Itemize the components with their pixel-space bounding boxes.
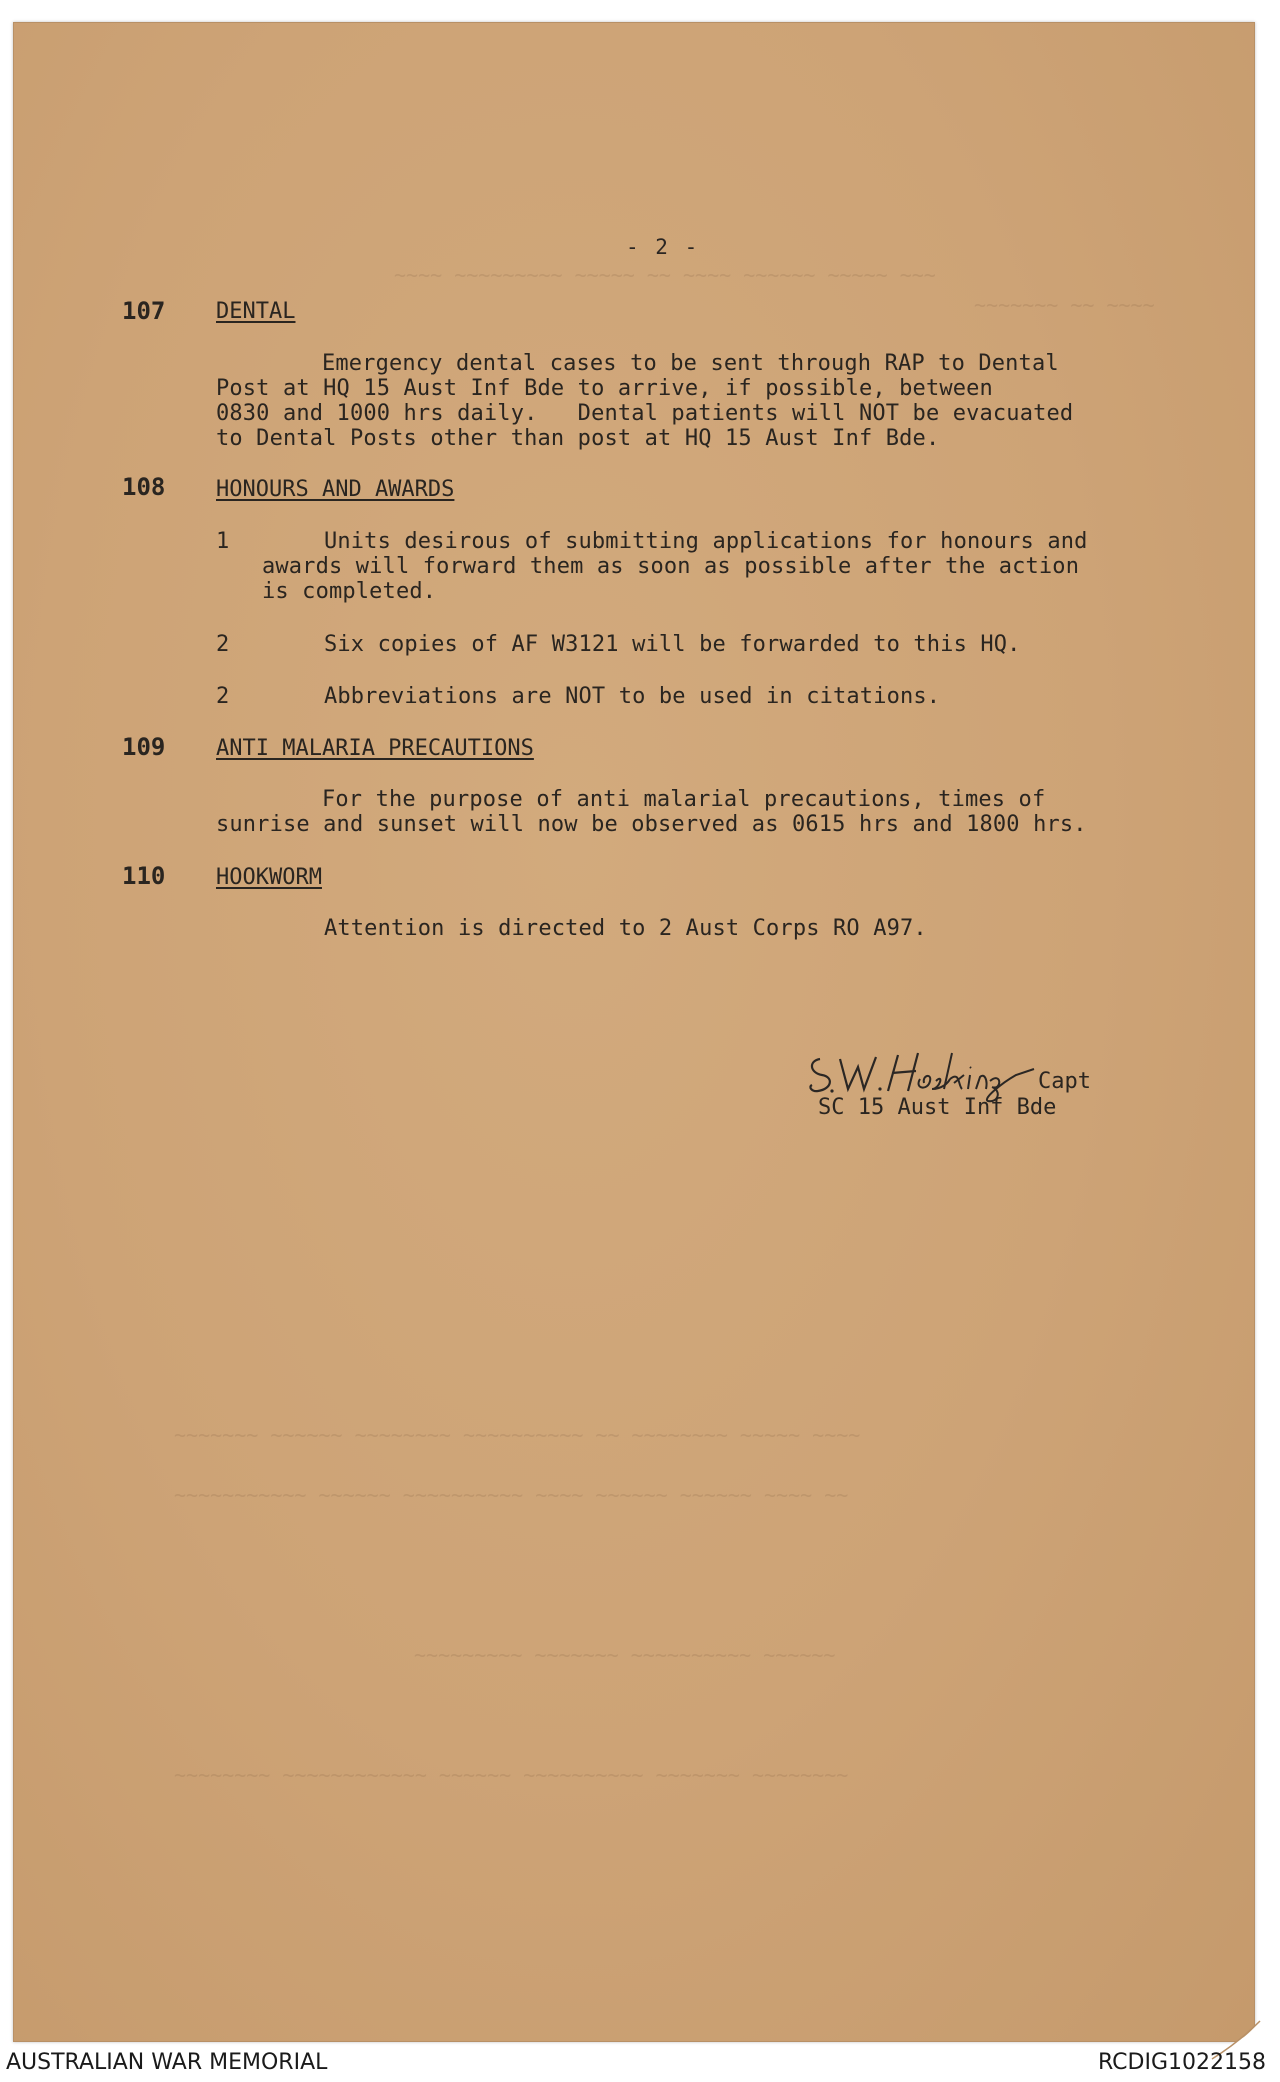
- section-title-honours-and-awards: HONOURS AND AWARDS: [216, 477, 455, 502]
- show-through-text: ~~~~~~~ ~~ ~~~~: [974, 293, 1155, 317]
- section-title-dental: DENTAL: [216, 299, 296, 324]
- archive-credit: AUSTRALIAN WAR MEMORIAL: [6, 2050, 328, 2075]
- document-page: [13, 22, 1255, 2042]
- signature-unit: SC 15 Aust Inf Bde: [818, 1095, 1057, 1120]
- section-text-anti-malaria: For the purpose of anti malarial precautions, times of sunrise and sunset will now be observed as 0615 hrs and 1800 hrs.: [216, 787, 1087, 837]
- show-through-text: ~~~~~~~~~ ~~~~~~~ ~~~~~~~~~~ ~~~~~~: [414, 1643, 836, 1667]
- signature-rank: Capt: [1038, 1069, 1091, 1094]
- item-text: Abbreviations are NOT to be used in citations.: [324, 684, 941, 709]
- section-text-hookworm: Attention is directed to 2 Aust Corps RO A97.: [324, 916, 927, 941]
- show-through-text: ~~~~~~~ ~~~~~~ ~~~~~~~~ ~~~~~~~~~~ ~~ ~~~~~~~~ ~~~~~ ~~~~: [174, 1423, 861, 1447]
- page-number: - 2 -: [626, 235, 700, 259]
- show-through-text: ~~~~~~~~ ~~~~~~~~~~~~ ~~~~~~ ~~~~~~~~~~ ~~~~~~~ ~~~~~~~~: [174, 1763, 849, 1787]
- item-number: 2: [216, 632, 230, 657]
- show-through-text: ~~~~ ~~~~~~~~~ ~~~~~ ~~ ~~~~ ~~~~~~ ~~~~~ ~~~: [394, 263, 936, 287]
- section-text-dental: Emergency dental cases to be sent through RAP to Dental Post at HQ 15 Aust Inf Bde to arrive, if possible, between 0830 and 1000 hrs daily. Dental patients will NOT be evacuated to Dental Posts other than post at HQ 15 Aust Inf Bde.: [216, 351, 1074, 451]
- paragraph-number-108: 108: [122, 473, 166, 501]
- item-number: 2: [216, 684, 230, 709]
- section-title-anti-malaria: ANTI MALARIA PRECAUTIONS: [216, 736, 534, 761]
- show-through-text: ~~~~~~~~~~~ ~~~~~~ ~~~~~~~~~~ ~~~~ ~~~~~~ ~~~~~~ ~~~~ ~~: [174, 1483, 849, 1507]
- item-number: 1: [216, 529, 230, 554]
- section-title-hookworm: HOOKWORM: [216, 865, 322, 890]
- archive-reference-id: RCDIG1022158: [1097, 2050, 1266, 2075]
- paragraph-number-107: 107: [122, 297, 166, 325]
- paragraph-number-109: 109: [122, 733, 166, 761]
- paragraph-number-110: 110: [122, 862, 166, 890]
- item-text: Units desirous of submitting applications for honours and awards will forward them as soon as possible after the action is completed.: [262, 529, 1088, 604]
- item-text: Six copies of AF W3121 will be forwarded to this HQ.: [324, 632, 1021, 657]
